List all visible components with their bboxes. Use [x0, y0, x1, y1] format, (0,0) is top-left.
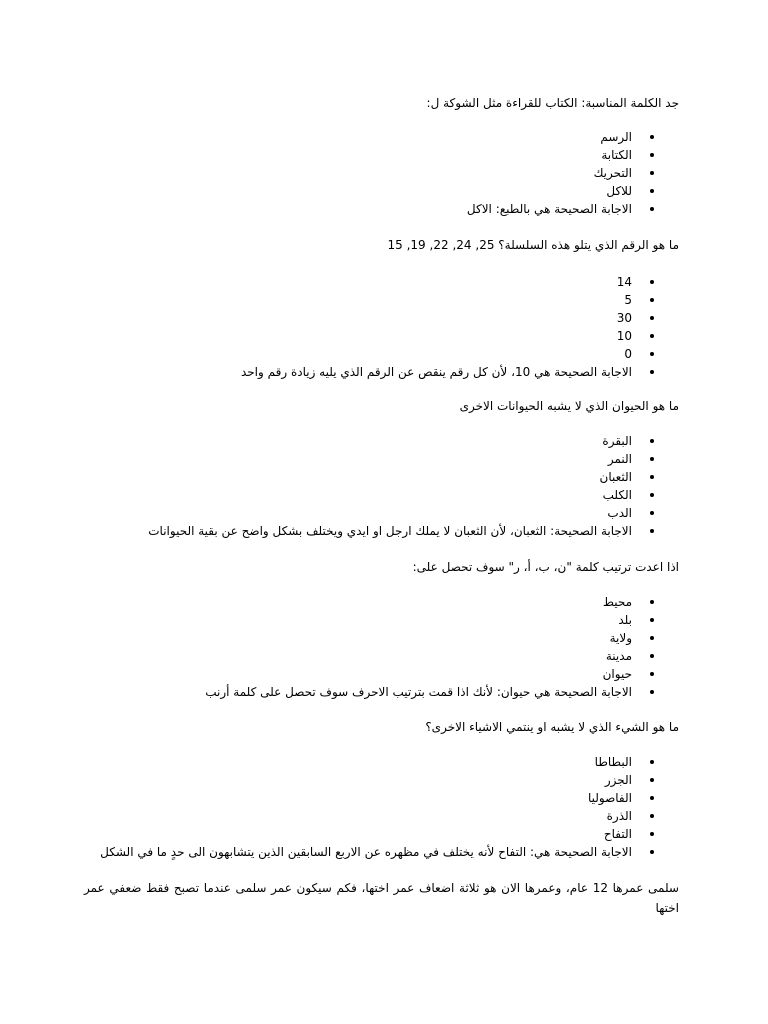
- option-text: محيط: [602, 595, 632, 609]
- list-item: [148, 432, 654, 450]
- answer-text: الاجابة الصحيحة هي 10، لأن كل رقم ينقص عن الرقم الذي يليه زيادة رقم واحد: [240, 365, 632, 379]
- list-item: [241, 363, 654, 381]
- bullet-icon: [650, 778, 654, 782]
- bullet-icon: [650, 796, 654, 800]
- list-item: [148, 468, 654, 486]
- bullet-icon: [650, 636, 654, 640]
- bullet-icon: [650, 814, 654, 818]
- list-item: [205, 665, 654, 683]
- list-item: [467, 146, 654, 164]
- list-item: [100, 843, 654, 861]
- option-text: البطاطا: [594, 755, 632, 769]
- question-1: جد الكلمة المناسبة: الكتاب للقراءة مثل الشوكة ل:: [426, 96, 679, 110]
- list-item: [148, 486, 654, 504]
- question-3-options: [148, 432, 654, 540]
- option-text: البقرة: [602, 434, 632, 448]
- option-text: النمر: [607, 452, 632, 466]
- list-item: [100, 771, 654, 789]
- bullet-icon: [650, 135, 654, 139]
- answer-text: الاجابة الصحيحة هي حيوان: لأنك اذا قمت بترتيب الاحرف سوف تحصل على كلمة أرنب: [205, 685, 632, 699]
- question-3: ما هو الحيوان الذي لا يشبه الحيوانات الاخرى: [459, 399, 679, 413]
- option-text: بلد: [618, 613, 632, 627]
- bullet-icon: [650, 189, 654, 193]
- option-text: التفاح: [603, 827, 632, 841]
- list-item: [100, 825, 654, 843]
- list-item: [148, 450, 654, 468]
- bullet-icon: [650, 334, 654, 338]
- bullet-icon: [650, 600, 654, 604]
- bullet-icon: [650, 475, 654, 479]
- bullet-icon: [650, 280, 654, 284]
- bullet-icon: [650, 493, 654, 497]
- question-1-options: [467, 128, 654, 218]
- bullet-icon: [650, 370, 654, 374]
- list-item: [205, 647, 654, 665]
- list-item: [205, 611, 654, 629]
- option-text: 14: [616, 275, 632, 289]
- question-6: سلمى عمرها 12 عام، وعمرها الان هو ثلاثة اضعاف عمر اختها، فكم سيكون عمر سلمى عندما تصبح فقط ضعفي عمر اختها: [84, 881, 679, 915]
- question-4: اذا اعدت ترتيب كلمة "ن، ب، أ، ر" سوف تحصل على:: [412, 560, 679, 574]
- option-text: 30: [616, 311, 632, 325]
- list-item: [205, 593, 654, 611]
- question-5-options: [100, 753, 654, 861]
- bullet-icon: [650, 850, 654, 854]
- list-item: [100, 753, 654, 771]
- question-5: ما هو الشيء الذي لا يشبه او ينتمي الاشياء الاخرى؟: [425, 720, 679, 734]
- bullet-icon: [650, 760, 654, 764]
- list-item: [241, 345, 654, 363]
- bullet-icon: [650, 171, 654, 175]
- option-text: الجزر: [604, 773, 632, 787]
- option-text: للاكل: [606, 184, 632, 198]
- answer-text: الاجابة الصحيحة هي بالطبع: الاكل: [466, 202, 632, 216]
- bullet-icon: [650, 832, 654, 836]
- list-item: [100, 807, 654, 825]
- option-text: الرسم: [600, 130, 632, 144]
- answer-text: الاجابة الصحيحة هي: التفاح لأنه يختلف في مظهره عن الاربع السابقين الذين يتشابهون الى حدٍ ما في الشكل: [100, 845, 632, 859]
- bullet-icon: [650, 618, 654, 622]
- list-item: [241, 309, 654, 327]
- option-text: مدينة: [605, 649, 632, 663]
- bullet-icon: [650, 439, 654, 443]
- bullet-icon: [650, 298, 654, 302]
- bullet-icon: [650, 207, 654, 211]
- option-text: الذرة: [606, 809, 632, 823]
- list-item: [467, 128, 654, 146]
- list-item: [205, 629, 654, 647]
- option-text: التحريك: [593, 166, 632, 180]
- bullet-icon: [650, 654, 654, 658]
- bullet-icon: [650, 511, 654, 515]
- bullet-icon: [650, 153, 654, 157]
- question-4-options: [205, 593, 654, 701]
- bullet-icon: [650, 352, 654, 356]
- option-text: 0: [624, 347, 632, 361]
- option-text: الكتابة: [601, 148, 632, 162]
- option-text: الكلب: [602, 488, 632, 502]
- list-item: [467, 200, 654, 218]
- list-item: [148, 504, 654, 522]
- list-item: [100, 789, 654, 807]
- option-text: الفاصوليا: [587, 791, 632, 805]
- list-item: [148, 522, 654, 540]
- list-item: [241, 273, 654, 291]
- answer-text: الاجابة الصحيحة: الثعبان، لأن الثعبان لا يملك ارجل او ايدي ويختلف بشكل واضح عن بقية الحيوانات: [148, 524, 632, 538]
- bullet-icon: [650, 457, 654, 461]
- list-item: [241, 291, 654, 309]
- list-item: [205, 683, 654, 701]
- list-item: [241, 327, 654, 345]
- option-text: ولاية: [609, 631, 632, 645]
- list-item: [467, 182, 654, 200]
- option-text: الثعبان: [599, 470, 632, 484]
- option-text: حيوان: [602, 667, 632, 681]
- bullet-icon: [650, 316, 654, 320]
- option-text: الدب: [607, 506, 632, 520]
- bullet-icon: [650, 529, 654, 533]
- bullet-icon: [650, 672, 654, 676]
- question-2: ما هو الرقم الذي يتلو هذه السلسلة؟ 25, 24, 22, 19, 15: [387, 238, 679, 252]
- list-item: [467, 164, 654, 182]
- question-2-options: [241, 273, 654, 381]
- option-text: 10: [616, 329, 632, 343]
- bullet-icon: [650, 690, 654, 694]
- option-text: 5: [624, 293, 632, 307]
